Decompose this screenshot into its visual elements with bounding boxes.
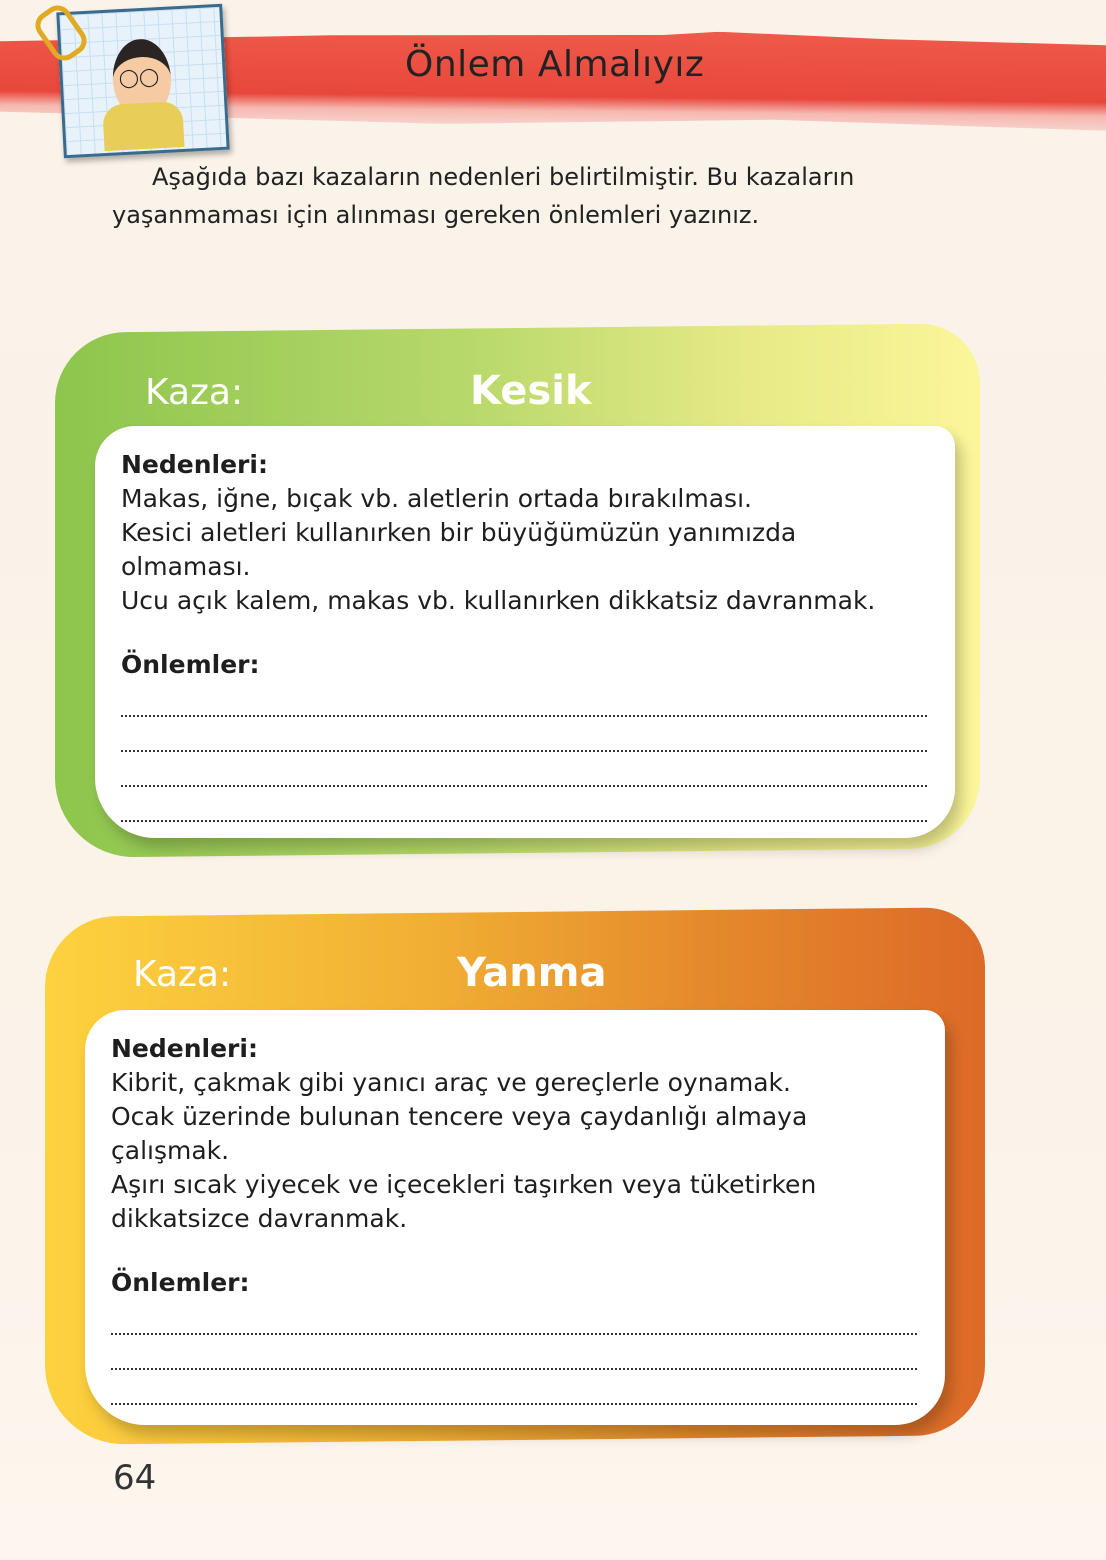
instructions	[112, 158, 892, 234]
cause-line: Ucu açık kalem, makas vb. kullanırken dikkatsiz davranmak.	[121, 586, 876, 615]
glasses-icon: ◯◯	[118, 66, 160, 90]
cause-line: Aşırı sıcak yiyecek ve içecekleri taşırken veya tüketirken	[111, 1170, 817, 1199]
page-number: 64	[113, 1458, 157, 1498]
instructions-line-2: yaşanmaması için alınması gereken önlemleri yazınız.	[112, 201, 760, 229]
answer-line[interactable]	[111, 1335, 917, 1370]
instructions-line-1: Aşağıda bazı kazaların nedenleri belirtilmiştir. Bu kazaların	[152, 163, 855, 191]
answer-line[interactable]	[111, 1370, 917, 1405]
answer-line[interactable]	[121, 787, 927, 822]
boy-body	[102, 101, 184, 151]
cause-line: Kibrit, çakmak gibi yanıcı araç ve gereçlerle oynamak.	[111, 1068, 791, 1097]
kaza-value: Kesik	[470, 368, 592, 414]
answer-line[interactable]	[111, 1300, 917, 1335]
card-body	[95, 426, 955, 838]
answer-line[interactable]	[121, 682, 927, 717]
causes-label: Nedenleri:	[121, 450, 268, 479]
answer-line[interactable]	[121, 752, 927, 787]
cause-line: olmaması.	[121, 552, 251, 581]
kaza-label: Kaza:	[133, 954, 232, 995]
causes-label: Nedenleri:	[111, 1034, 258, 1063]
cause-line: Ocak üzerinde bulunan tencere veya çaydanlığı almaya	[111, 1102, 808, 1131]
cause-line: çalışmak.	[111, 1136, 230, 1165]
accident-card-kesik	[55, 328, 980, 853]
kaza-label: Kaza:	[145, 372, 244, 413]
cause-line: Makas, iğne, bıçak vb. aletlerin ortada bırakılması.	[121, 484, 752, 513]
cause-line: Kesici aletleri kullanırken bir büyüğümüzün yanımızda	[121, 518, 797, 547]
measures-label: Önlemler:	[111, 1268, 250, 1297]
card-body	[85, 1010, 945, 1425]
kaza-value: Yanma	[457, 950, 607, 996]
cause-line: dikkatsizce davranmak.	[111, 1204, 408, 1233]
character-illustration	[56, 4, 229, 158]
answer-line[interactable]	[121, 717, 927, 752]
page-title: Önlem Almalıyız	[405, 44, 705, 85]
accident-card-yanma	[45, 912, 985, 1440]
measures-label: Önlemler:	[121, 650, 260, 679]
